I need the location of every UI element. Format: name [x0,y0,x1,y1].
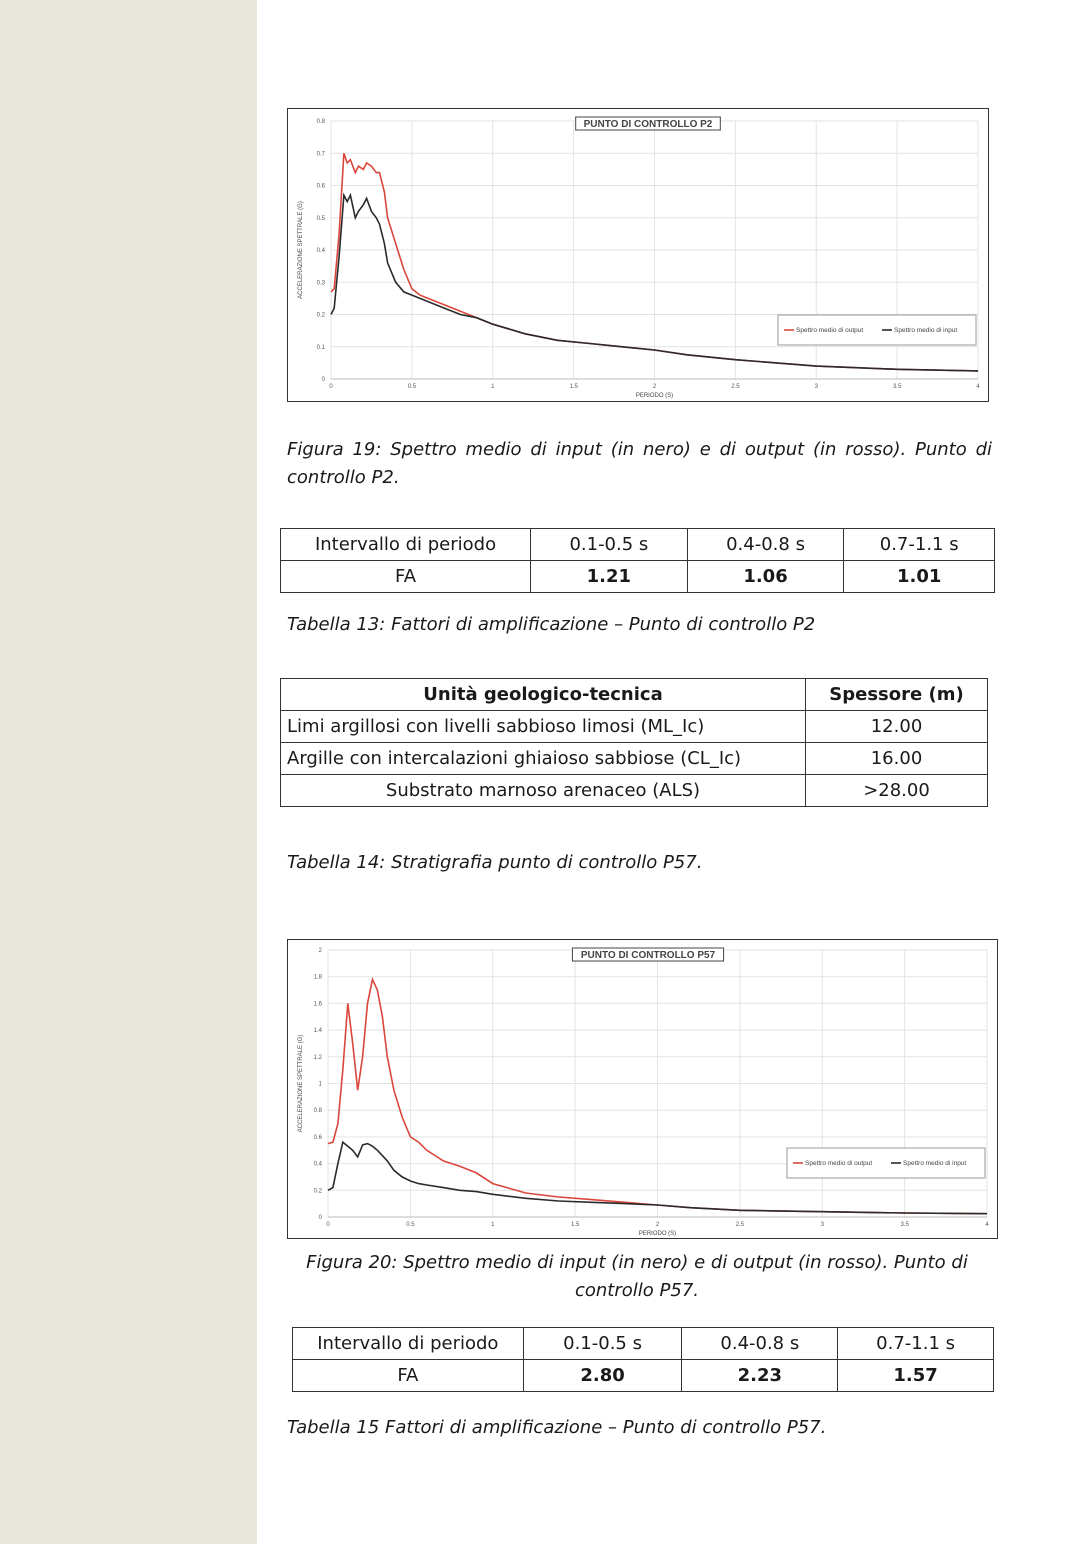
figure-20-caption: Figura 20: Spettro medio di input (in nero) e di output (in rosso). Punto di controllo P57. [306,1252,968,1301]
table-cell: Limi argillosi con livelli sabbioso limosi (ML_Ic) [281,711,806,743]
y-tick-label: 1.4 [313,1028,322,1035]
y-axis-label: ACCELERAZIONE SPETTRALE (G) [298,1034,304,1133]
chart-p57-svg [288,940,997,1238]
x-tick-label: 2.5 [731,384,740,390]
table-cell: 1.21 [531,561,688,593]
y-tick-label: 0.1 [316,344,325,351]
table-cell: 2.80 [523,1360,682,1392]
legend-label: Spettro medio di input [894,327,958,334]
chart-p57 [287,939,998,1239]
table-14-caption: Tabella 14: Stratigrafia punto di controllo P57. [287,852,703,873]
chart-p2 [287,108,989,402]
x-tick-label: 3.5 [892,384,902,390]
table-row [281,711,988,743]
legend-label: Spettro medio di output [796,327,864,334]
x-tick-label: 1.5 [570,1222,580,1228]
y-tick-label: 0 [318,1215,322,1221]
table-header-cell: Spessore (m) [806,679,988,711]
table-row [281,679,988,711]
y-tick-label: 0.5 [316,215,325,222]
table-row [281,775,988,807]
table-cell: 0.1-0.5 s [523,1328,682,1360]
table-cell: 1.57 [838,1360,994,1392]
table-cell: 0.1-0.5 s [531,529,688,561]
table-cell: >28.00 [806,775,988,807]
table-row [293,1328,994,1360]
y-tick-label: 0.2 [316,312,325,319]
x-tick-label: 1.5 [569,384,578,390]
table-cell: 1.01 [844,561,995,593]
table-cell: Intervallo di periodo [281,529,531,561]
table-cell: 16.00 [806,743,988,775]
legend-label: Spettro medio di input [903,1160,967,1167]
table-cell: 0.4-0.8 s [687,529,844,561]
table-cell: 0.7-1.1 s [838,1328,994,1360]
x-axis-label: PERIODO (S) [638,1231,677,1237]
x-tick-label: 1 [491,384,495,390]
table-cell: 1.06 [687,561,844,593]
y-tick-label: 0.7 [316,151,325,158]
chart-p2-svg [288,109,988,401]
table-cell: FA [281,561,531,593]
chart-title: PUNTO DI CONTROLLO P2 [583,119,713,130]
y-tick-label: 1.2 [313,1054,322,1061]
y-tick-label: 2 [318,948,322,954]
table-cell: 0.4-0.8 s [682,1328,838,1360]
x-tick-label: 1 [491,1222,495,1228]
x-tick-label: 0 [326,1222,330,1228]
y-tick-label: 0 [321,377,325,383]
y-tick-label: 1.6 [313,1001,322,1008]
y-tick-label: 1 [318,1081,322,1088]
table-cell: 12.00 [806,711,988,743]
x-tick-label: 2 [652,384,657,390]
table-15 [292,1327,994,1392]
y-axis-label: ACCELERAZIONE SPETTRALE (G) [298,201,304,299]
x-tick-label: 0.5 [406,1222,415,1228]
figure-19-caption: Figura 19: Spettro medio di input (in nero) e di output (in rosso). Punto di controllo P2. [287,439,992,488]
table-row [281,529,995,561]
table-row [293,1360,994,1392]
table-cell: FA [293,1360,524,1392]
table-row [281,743,988,775]
x-tick-label: 0.5 [407,384,417,390]
table-header-cell: Unità geologico-tecnica [281,679,806,711]
table-row [281,561,995,593]
y-tick-label: 0.6 [313,1134,322,1141]
table-cell: 2.23 [682,1360,838,1392]
y-tick-label: 0.2 [313,1188,322,1195]
x-tick-label: 3 [820,1222,824,1228]
table-13 [280,528,995,593]
side-band [0,0,257,1544]
y-tick-label: 1.8 [313,974,322,981]
x-axis-label: PERIODO (S) [635,393,674,399]
x-tick-label: 4 [976,384,980,390]
table-cell: Substrato marnoso arenaceo (ALS) [281,775,806,807]
table-cell: 0.7-1.1 s [844,529,995,561]
y-tick-label: 0.3 [316,280,325,287]
x-tick-label: 2 [655,1222,660,1228]
y-tick-label: 0.6 [316,183,325,190]
y-tick-label: 0.4 [313,1161,322,1168]
table-15-caption: Tabella 15 Fattori di amplificazione – Punto di controllo P57. [287,1417,827,1438]
chart-title: PUNTO DI CONTROLLO P57 [580,950,716,961]
x-tick-label: 3 [814,384,818,390]
table-14 [280,678,988,807]
table-13-caption: Tabella 13: Fattori di amplificazione – Punto di controllo P2 [287,614,816,635]
x-tick-label: 3.5 [900,1222,909,1228]
y-tick-label: 0.8 [313,1108,322,1115]
table-cell: Intervallo di periodo [293,1328,524,1360]
x-tick-label: 0 [329,384,333,390]
legend-label: Spettro medio di output [805,1160,873,1167]
y-tick-label: 0.8 [316,119,325,125]
table-cell: Argille con intercalazioni ghiaioso sabbiose (CL_Ic) [281,743,806,775]
y-tick-label: 0.4 [316,248,325,254]
x-tick-label: 2.5 [735,1222,745,1228]
x-tick-label: 4 [985,1222,989,1228]
